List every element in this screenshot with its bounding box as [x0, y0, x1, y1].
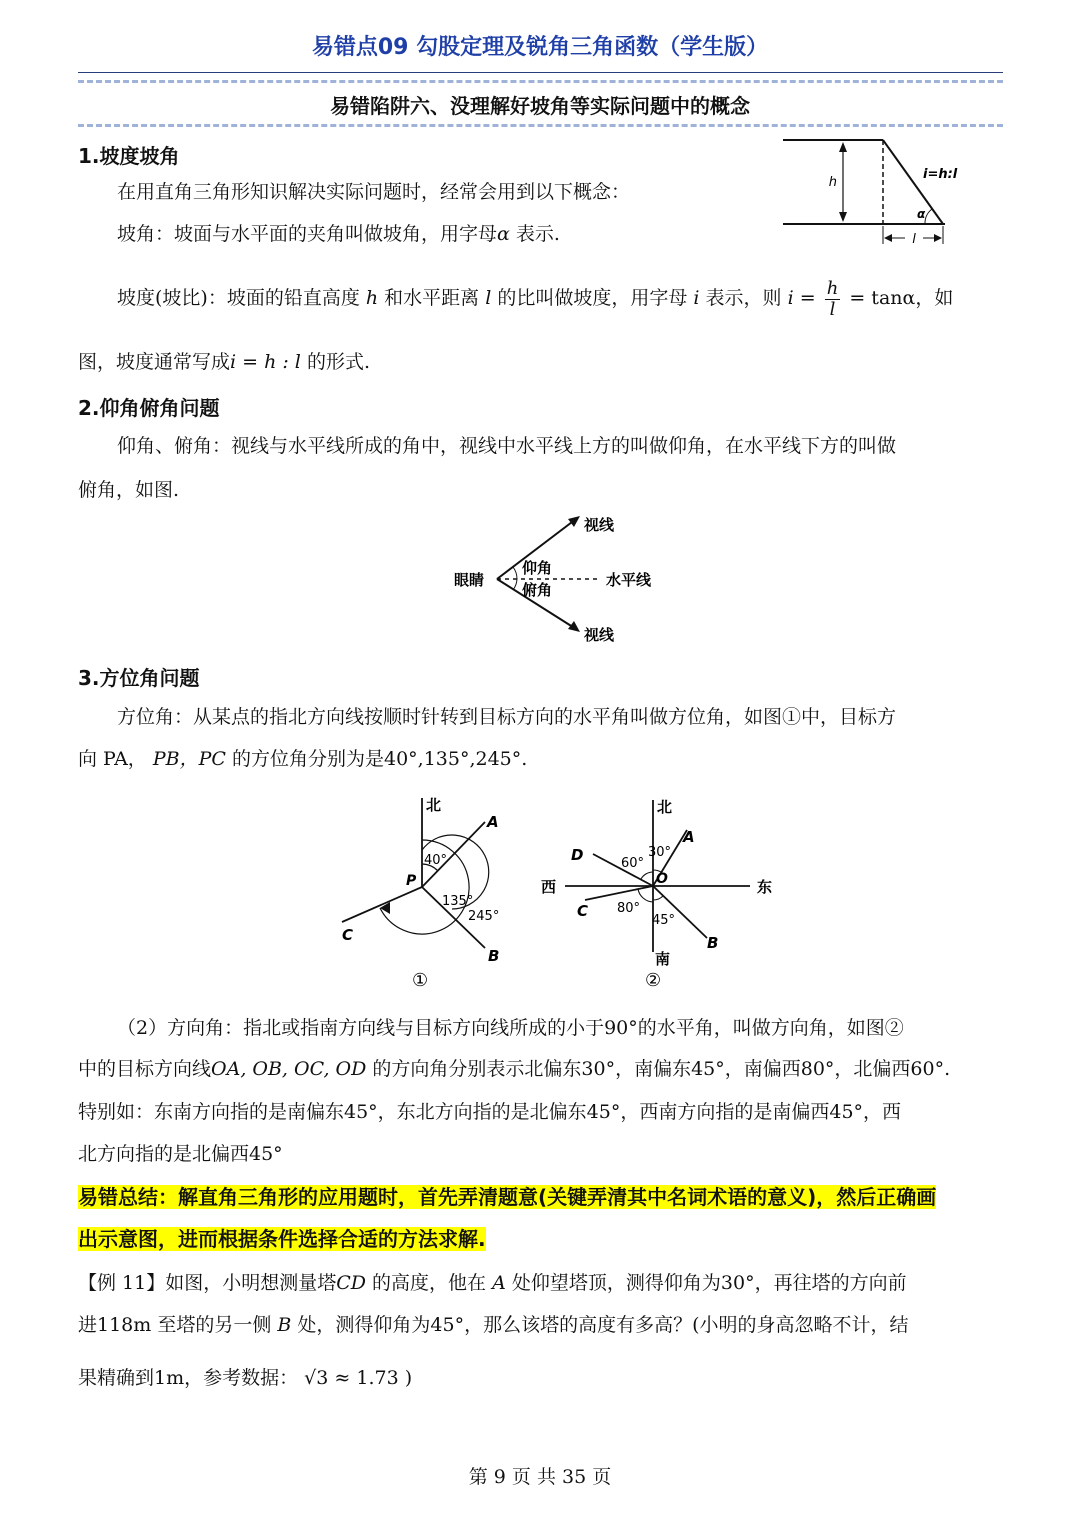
elevation-text-1: 仰角、俯角：视线与水平线所成的角中，视线中水平线上方的叫做仰角，在水平线下方的叫做: [117, 435, 897, 457]
elev-fig-horizontal: 水平线: [606, 571, 652, 589]
example-line-3: 果精确到1m，参考数据： √3 ≈ 1.73 ): [78, 1367, 413, 1389]
direction-text-4: 北方向指的是北偏西45°: [78, 1143, 283, 1165]
slope-grade-definition: 坡度(坡比)：坡面的铅直高度 h 和水平距离 l 的比叫做坡度，用字母 i 表示，则 i = $\frac{h}{l}$ = tanα，如: [117, 277, 954, 320]
fig2-A: A: [683, 828, 695, 846]
elev-fig-depression: 俯角: [522, 581, 553, 599]
slope-fig-h: h: [828, 175, 837, 190]
section-title: 易错陷阱六、没理解好坡角等实际问题中的概念: [330, 94, 750, 118]
bearing-text-1: 方位角：从某点的指北方向线按顺时针转到目标方向的水平角叫做方位角，如图①中，目标方: [117, 706, 897, 728]
fig2-C: C: [577, 902, 589, 920]
fig1-north: 北: [426, 796, 442, 814]
fig2-angle-30: 30°: [648, 845, 672, 860]
slope-intro: 在用直角三角形知识解决实际问题时，经常会用到以下概念：: [117, 181, 631, 203]
elev-fig-elevation: 仰角: [522, 559, 553, 577]
direction-text-1: （2）方向角：指北或指南方向线与目标方向线所成的小于90°的水平角，叫做方向角，如图②: [117, 1017, 904, 1039]
fig2-B: B: [707, 934, 719, 952]
slope-figure: [775, 130, 975, 250]
fig1-angle-245: 245°: [468, 909, 500, 924]
document-header-title: 易错点09 勾股定理及锐角三角函数（学生版）: [311, 35, 769, 60]
elev-fig-sight-down: 视线: [584, 626, 615, 644]
slope-angle-definition: 坡角：坡面与水平面的夹角叫做坡角，用字母α 表示.: [117, 223, 560, 245]
dashed-divider-bottom: [78, 124, 1003, 127]
heading-elevation: 2.仰角俯角问题: [78, 396, 220, 420]
fig1-angle-40: 40°: [424, 853, 448, 868]
page-number: 第 9 页 共 35 页: [468, 1466, 612, 1488]
summary-line-1: 易错总结：解直角三角形的应用题时，首先弄清题意(关键弄清其中名词术语的意义)，然后正确画: [78, 1185, 937, 1209]
fig1-C: C: [342, 926, 354, 944]
direction-text-2: 中的目标方向线OA, OB, OC, OD 的方向角分别表示北偏东30°，南偏东45°，南偏西80°，北偏西60°.: [78, 1058, 951, 1080]
bearing-text-2: 向 PA， PB，PC 的方位角分别为是40°,135°,245°.: [78, 748, 528, 770]
bearing-figure-2: [535, 790, 785, 995]
fig1-angle-135: 135°: [442, 894, 474, 909]
bearing-figure-1: [330, 790, 520, 995]
slope-fig-l: l: [912, 232, 916, 247]
fig2-south: 南: [655, 950, 671, 968]
heading-bearing: 3.方位角问题: [78, 666, 200, 690]
heading-slope: 1.坡度坡角: [78, 144, 180, 168]
elevation-text-2: 俯角，如图.: [78, 479, 180, 501]
elevation-figure: [450, 505, 680, 650]
fig2-west: 西: [541, 878, 557, 896]
dashed-divider-top: [78, 80, 1003, 83]
fraction-h-over-l: $\frac{h}{l}$: [826, 277, 839, 320]
slope-fig-alpha: α: [917, 207, 926, 221]
summary-line-2: 出示意图，进而根据条件选择合适的方法求解.: [78, 1227, 486, 1251]
elev-fig-eye: 眼睛: [454, 571, 485, 589]
example-line-1: 【例 11】如图，小明想测量塔CD 的高度，他在 A 处仰望塔顶，测得仰角为30°，再往塔的方向前: [78, 1272, 907, 1294]
fig2-angle-80: 80°: [617, 901, 641, 916]
fig1-B: B: [488, 947, 500, 965]
fig2-label: ②: [645, 970, 662, 991]
fig2-north: 北: [657, 798, 673, 816]
header-rule: [78, 72, 1003, 73]
fig2-D: D: [571, 846, 584, 864]
fig1-P: P: [406, 873, 417, 889]
fig2-O: O: [656, 871, 668, 887]
fig1-A: A: [487, 813, 499, 831]
fig2-angle-60: 60°: [621, 856, 645, 871]
elev-fig-sight-up: 视线: [584, 516, 615, 534]
fig2-angle-45: 45°: [652, 913, 676, 928]
slope-fig-ratio: i=h:l: [923, 167, 958, 182]
example-line-2: 进118m 至塔的另一侧 B 处，测得仰角为45°，那么该塔的高度有多高？(小明的身高忽略不计，结: [78, 1314, 909, 1336]
fig1-label: ①: [412, 970, 429, 991]
direction-text-3: 特别如：东南方向指的是南偏东45°，东北方向指的是北偏东45°，西南方向指的是南偏西45°，西: [78, 1101, 902, 1123]
fig2-east: 东: [757, 878, 773, 896]
slope-grade-form: 图，坡度通常写成i = h : l 的形式.: [78, 351, 370, 373]
